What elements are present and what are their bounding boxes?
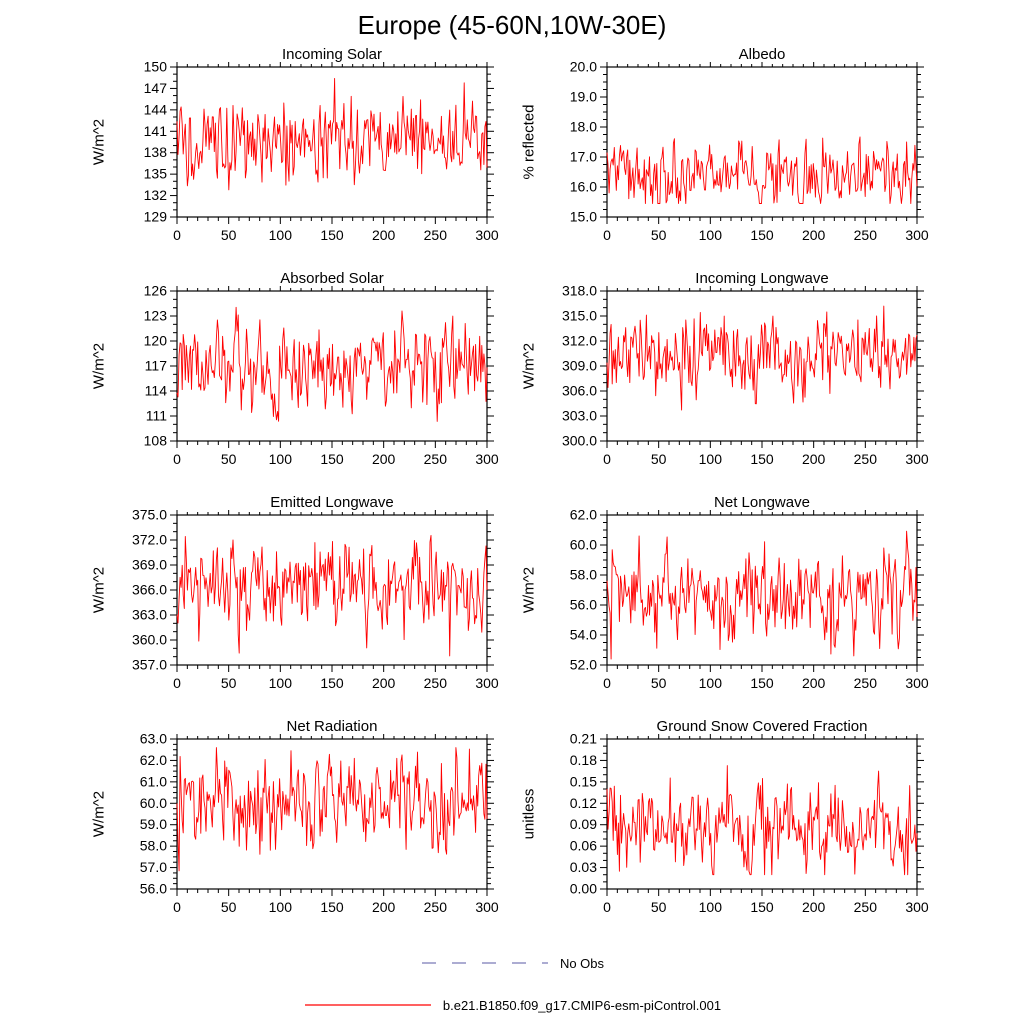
charts-grid — [0, 45, 1024, 941]
svg-text:56.0: 56.0 — [569, 596, 597, 613]
svg-text:0.03: 0.03 — [569, 859, 597, 876]
subplot-incoming-solar — [82, 45, 512, 269]
svg-text:318.0: 318.0 — [561, 282, 597, 299]
svg-text:369.0: 369.0 — [131, 556, 167, 573]
y-axis-label: % reflected — [520, 104, 538, 180]
svg-text:150: 150 — [320, 675, 344, 691]
y-axis-label: W/m^2 — [90, 566, 108, 614]
svg-text:19.0: 19.0 — [569, 88, 597, 105]
svg-text:363.0: 363.0 — [131, 606, 167, 623]
svg-text:54.0: 54.0 — [569, 626, 597, 643]
svg-text:250: 250 — [423, 899, 448, 915]
subplot-title: Ground Snow Covered Fraction — [656, 718, 868, 735]
svg-text:200: 200 — [371, 899, 396, 915]
svg-text:50: 50 — [220, 675, 237, 691]
run-label: b.e21.B1850.f09_g17.CMIP6-esm-piControl.001 — [442, 997, 722, 1013]
svg-text:200: 200 — [801, 227, 826, 243]
svg-text:250: 250 — [853, 899, 878, 915]
svg-text:0: 0 — [173, 675, 181, 691]
svg-text:150: 150 — [143, 58, 167, 75]
svg-text:150: 150 — [320, 227, 344, 243]
svg-text:303.0: 303.0 — [561, 407, 597, 424]
svg-text:300: 300 — [475, 227, 499, 243]
legend-run-row — [0, 993, 1024, 1017]
svg-text:16.0: 16.0 — [569, 178, 597, 195]
svg-text:120: 120 — [143, 332, 167, 349]
svg-text:100: 100 — [698, 451, 723, 467]
svg-text:300: 300 — [905, 675, 929, 691]
svg-text:100: 100 — [268, 227, 293, 243]
series-line — [177, 748, 487, 871]
svg-text:138: 138 — [143, 144, 167, 161]
svg-text:300: 300 — [905, 451, 929, 467]
svg-text:100: 100 — [268, 451, 293, 467]
svg-text:100: 100 — [268, 899, 293, 915]
series-line — [607, 306, 917, 410]
subplot-title: Emitted Longwave — [270, 494, 394, 511]
svg-text:0: 0 — [603, 227, 611, 243]
series-line — [607, 766, 917, 875]
svg-text:0.21: 0.21 — [569, 730, 597, 747]
emitted-longwave-chart — [82, 493, 512, 717]
no-obs-dashed-line-swatch — [420, 958, 550, 968]
legend-no-obs-row — [0, 951, 1024, 975]
svg-text:50: 50 — [650, 675, 667, 691]
svg-text:114: 114 — [144, 382, 167, 399]
svg-text:300: 300 — [475, 899, 499, 915]
subplot-title: Albedo — [738, 46, 786, 63]
svg-text:50: 50 — [220, 451, 237, 467]
svg-text:20.0: 20.0 — [569, 58, 597, 75]
svg-text:56.0: 56.0 — [139, 880, 167, 897]
svg-text:59.0: 59.0 — [139, 816, 167, 833]
y-axis-label: W/m^2 — [520, 566, 538, 614]
series-line — [607, 531, 917, 659]
svg-text:150: 150 — [750, 227, 774, 243]
svg-text:300: 300 — [475, 675, 499, 691]
subplot-title: Incoming Solar — [281, 46, 383, 63]
svg-text:372.0: 372.0 — [131, 531, 167, 548]
subplot-ground-snow-covered-fraction — [512, 717, 942, 941]
y-axis-label: W/m^2 — [90, 790, 108, 838]
svg-text:250: 250 — [423, 227, 448, 243]
legend — [0, 951, 1024, 1017]
svg-text:200: 200 — [801, 451, 826, 467]
svg-text:129: 129 — [143, 208, 167, 225]
svg-text:250: 250 — [853, 451, 878, 467]
subplot-title: Net Radiation — [286, 718, 378, 735]
y-axis-label: unitless — [520, 788, 538, 840]
svg-text:375.0: 375.0 — [131, 506, 167, 523]
svg-text:200: 200 — [371, 675, 396, 691]
series-line — [177, 307, 487, 421]
svg-text:135: 135 — [143, 165, 167, 182]
svg-text:0.15: 0.15 — [569, 773, 597, 790]
svg-text:300: 300 — [475, 451, 499, 467]
svg-text:306.0: 306.0 — [561, 382, 597, 399]
svg-text:0.00: 0.00 — [569, 880, 597, 897]
svg-text:141: 141 — [143, 122, 167, 139]
svg-text:52.0: 52.0 — [569, 656, 597, 673]
no-obs-label: No Obs — [559, 955, 605, 971]
svg-text:366.0: 366.0 — [131, 581, 167, 598]
svg-text:250: 250 — [423, 675, 448, 691]
svg-text:60.0: 60.0 — [139, 794, 167, 811]
svg-text:50: 50 — [650, 899, 667, 915]
svg-text:126: 126 — [143, 282, 167, 299]
svg-text:0.12: 0.12 — [569, 794, 597, 811]
svg-text:250: 250 — [853, 227, 878, 243]
svg-text:58.0: 58.0 — [139, 837, 167, 854]
net-longwave-chart — [512, 493, 942, 717]
svg-text:0: 0 — [603, 899, 611, 915]
svg-text:62.0: 62.0 — [569, 506, 597, 523]
svg-text:0: 0 — [173, 899, 181, 915]
svg-text:100: 100 — [698, 675, 723, 691]
svg-text:150: 150 — [320, 899, 344, 915]
incoming-solar-chart — [82, 45, 512, 269]
svg-text:123: 123 — [143, 307, 167, 324]
series-line — [177, 535, 487, 656]
svg-text:0.18: 0.18 — [569, 751, 597, 768]
svg-text:250: 250 — [423, 451, 448, 467]
svg-text:57.0: 57.0 — [139, 859, 167, 876]
subplot-net-radiation — [82, 717, 512, 941]
y-axis-label: W/m^2 — [90, 118, 108, 166]
svg-text:200: 200 — [371, 227, 396, 243]
svg-text:0: 0 — [173, 451, 181, 467]
svg-text:360.0: 360.0 — [131, 631, 167, 648]
svg-text:147: 147 — [143, 79, 167, 96]
subplot-albedo — [512, 45, 942, 269]
svg-text:200: 200 — [371, 451, 396, 467]
svg-text:300: 300 — [905, 899, 929, 915]
svg-text:200: 200 — [801, 675, 826, 691]
svg-text:150: 150 — [750, 675, 774, 691]
svg-text:50: 50 — [220, 899, 237, 915]
svg-text:58.0: 58.0 — [569, 566, 597, 583]
svg-text:0.06: 0.06 — [569, 837, 597, 854]
svg-text:150: 150 — [320, 451, 344, 467]
y-axis-label: W/m^2 — [90, 342, 108, 390]
svg-text:144: 144 — [143, 101, 167, 118]
svg-text:200: 200 — [801, 899, 826, 915]
subplot-net-longwave — [512, 493, 942, 717]
svg-text:100: 100 — [698, 227, 723, 243]
svg-text:0: 0 — [603, 451, 611, 467]
svg-text:0: 0 — [603, 675, 611, 691]
svg-text:17.0: 17.0 — [569, 148, 597, 165]
y-axis-label: W/m^2 — [520, 342, 538, 390]
run-line-swatch — [303, 1000, 433, 1010]
svg-text:309.0: 309.0 — [561, 357, 597, 374]
svg-text:315.0: 315.0 — [561, 307, 597, 324]
subplot-title: Net Longwave — [714, 494, 810, 511]
albedo-chart — [512, 45, 942, 269]
svg-text:100: 100 — [698, 899, 723, 915]
svg-text:62.0: 62.0 — [139, 751, 167, 768]
subplot-title: Incoming Longwave — [695, 270, 829, 287]
svg-text:0.09: 0.09 — [569, 816, 597, 833]
series-line — [177, 78, 487, 189]
svg-text:18.0: 18.0 — [569, 118, 597, 135]
svg-text:61.0: 61.0 — [139, 773, 167, 790]
svg-text:60.0: 60.0 — [569, 536, 597, 553]
series-line — [607, 137, 917, 204]
svg-text:312.0: 312.0 — [561, 332, 597, 349]
svg-text:132: 132 — [143, 187, 167, 204]
absorbed-solar-chart — [82, 269, 512, 493]
svg-text:100: 100 — [268, 675, 293, 691]
svg-text:50: 50 — [220, 227, 237, 243]
svg-text:250: 250 — [853, 675, 878, 691]
subplot-incoming-longwave — [512, 269, 942, 493]
svg-text:300.0: 300.0 — [561, 432, 597, 449]
ground-snow-covered-fraction-chart — [512, 717, 942, 941]
subplot-emitted-longwave — [82, 493, 512, 717]
svg-text:357.0: 357.0 — [131, 656, 167, 673]
svg-text:0: 0 — [173, 227, 181, 243]
incoming-longwave-chart — [512, 269, 942, 493]
svg-text:108: 108 — [143, 432, 167, 449]
page-title: Europe (45-60N,10W-30E) — [357, 10, 667, 40]
svg-text:50: 50 — [650, 451, 667, 467]
svg-text:150: 150 — [750, 451, 774, 467]
plot-page — [0, 10, 1024, 1017]
svg-text:150: 150 — [750, 899, 774, 915]
svg-text:117: 117 — [144, 357, 167, 374]
subplot-title: Absorbed Solar — [280, 270, 384, 287]
svg-text:63.0: 63.0 — [139, 730, 167, 747]
svg-text:111: 111 — [145, 407, 167, 424]
svg-text:300: 300 — [905, 227, 929, 243]
svg-text:15.0: 15.0 — [569, 208, 597, 225]
net-radiation-chart — [82, 717, 512, 941]
svg-text:50: 50 — [650, 227, 667, 243]
subplot-absorbed-solar — [82, 269, 512, 493]
